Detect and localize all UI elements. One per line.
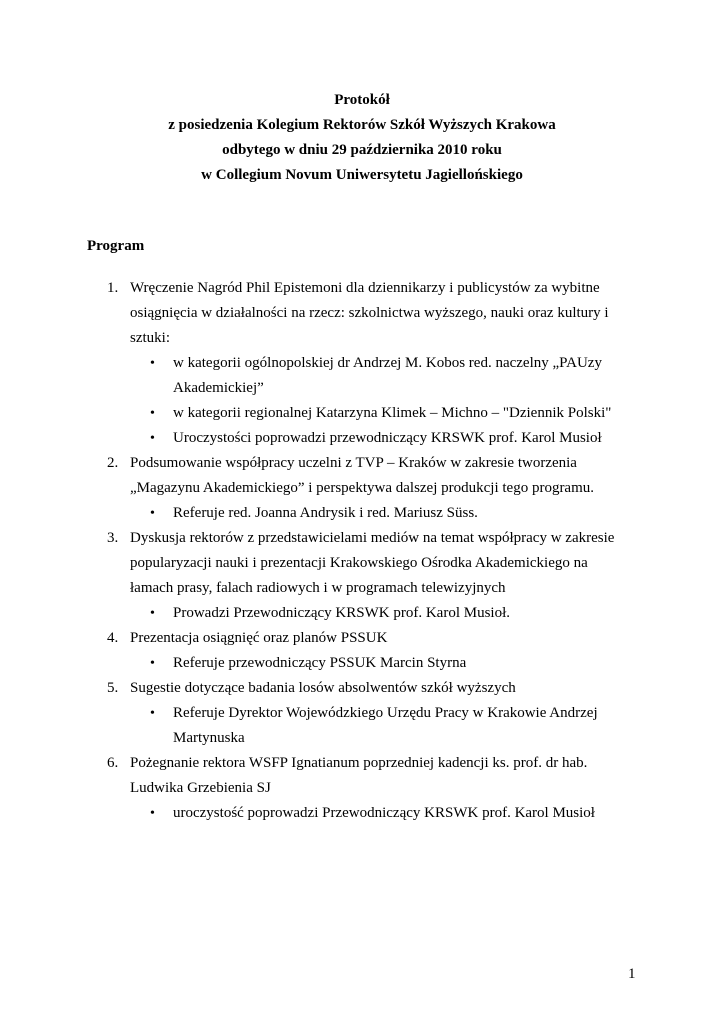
bullet-icon: • xyxy=(150,406,155,421)
bullet-icon: • xyxy=(150,431,155,446)
bullet-icon: • xyxy=(150,606,155,621)
sub-item xyxy=(0,651,724,676)
item-number: 3. xyxy=(107,530,119,546)
sub-item-text: Referuje Dyrektor Wojewódzkiego Urzędu Pracy w Krakowie Andrzej Martynuska xyxy=(173,705,598,746)
item-number: 2. xyxy=(107,455,119,471)
title-line: odbytego w dniu 29 października 2010 roku xyxy=(222,142,502,158)
sub-item xyxy=(0,351,724,401)
item-number: 1. xyxy=(107,280,119,296)
program-item xyxy=(0,676,724,701)
program-item xyxy=(0,276,724,351)
item-text: Wręczenie Nagród Phil Epistemoni dla dziennikarzy i publicystów za wybitne osiągnięcia w działalności na rzecz: szkolnictwa wyższego, nauki oraz kultury i sztuki: xyxy=(130,280,609,346)
program-item xyxy=(0,751,724,801)
sub-item xyxy=(0,501,724,526)
sub-item-text: w kategorii regionalnej Katarzyna Klimek – Michno – "Dziennik Polski" xyxy=(173,405,612,421)
sub-item xyxy=(0,401,724,426)
bullet-icon: • xyxy=(150,706,155,721)
sub-item-text: Prowadzi Przewodniczący KRSWK prof. Karol Musioł. xyxy=(173,605,511,621)
page-number: 1 xyxy=(628,966,636,982)
sub-item xyxy=(0,426,724,451)
bullet-icon: • xyxy=(150,656,155,671)
program-item xyxy=(0,626,724,651)
sub-item-text: Referuje przewodniczący PSSUK Marcin Styrna xyxy=(173,655,467,671)
bullet-icon: • xyxy=(150,356,155,371)
item-text: Dyskusja rektorów z przedstawicielami mediów na temat współpracy w zakresie popularyzacji nauki i prezentacji Krakowskiego Ośrodka Akademickiego na łamach prasy, falach radiowych i w programach telewizyjnych xyxy=(130,530,615,596)
item-text: Prezentacja osiągnięć oraz planów PSSUK xyxy=(130,630,388,646)
item-number: 4. xyxy=(107,630,119,646)
item-number: 6. xyxy=(107,755,119,771)
sub-item xyxy=(0,801,724,826)
sub-item-text: w kategorii ogólnopolskiej dr Andrzej M. Kobos red. naczelny „PAUzy Akademickiej” xyxy=(173,355,602,396)
item-text: Pożegnanie rektora WSFP Ignatianum poprzedniej kadencji ks. prof. dr hab. Ludwika Grzebienia SJ xyxy=(130,755,588,796)
sub-item-text: uroczystość poprowadzi Przewodniczący KRSWK prof. Karol Musioł xyxy=(173,805,595,821)
title-line: Protokół xyxy=(334,92,390,108)
program-list xyxy=(0,276,724,826)
bullet-icon: • xyxy=(150,806,155,821)
item-number: 5. xyxy=(107,680,119,696)
sub-item xyxy=(0,701,724,751)
item-text: Podsumowanie współpracy uczelni z TVP – Kraków w zakresie tworzenia „Magazynu Akademickiego” i perspektywa dalszej produkcji tego programu. xyxy=(130,455,595,496)
sub-item-text: Referuje red. Joanna Andrysik i red. Mariusz Süss. xyxy=(173,505,478,521)
title-line: z posiedzenia Kolegium Rektorów Szkół Wyższych Krakowa xyxy=(168,117,556,133)
bullet-icon: • xyxy=(150,506,155,521)
sub-item xyxy=(0,601,724,626)
item-text: Sugestie dotyczące badania losów absolwentów szkół wyższych xyxy=(130,680,516,696)
program-item xyxy=(0,451,724,501)
program-heading: Program xyxy=(87,238,145,254)
sub-item-text: Uroczystości poprowadzi przewodniczący KRSWK prof. Karol Musioł xyxy=(173,430,602,446)
document-title xyxy=(0,88,724,188)
title-line: w Collegium Novum Uniwersytetu Jagiellońskiego xyxy=(201,167,523,183)
program-item xyxy=(0,526,724,601)
